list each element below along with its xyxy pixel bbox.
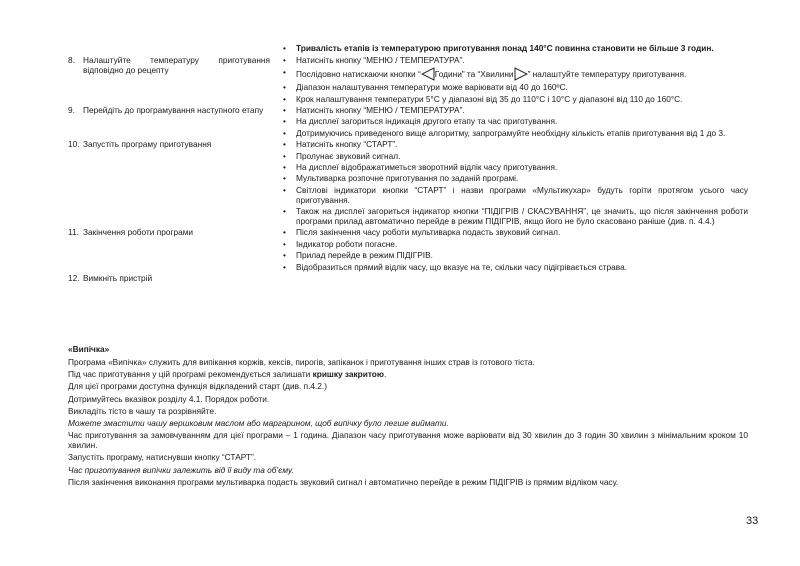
paragraph-bold-text: кришку закритою [312, 369, 384, 380]
paragraph-text: Можете змастити чашу вершковим маслом або маргарином, щоб випічку було легше виймати. [68, 417, 449, 428]
paragraph-text: Запустіть програму, натиснувши кнопку “СТАРТ”. [68, 452, 257, 463]
step-text: Перейдіть до програмування наступного етапу [83, 104, 264, 115]
step-bullets [283, 55, 748, 105]
step-row [68, 55, 748, 105]
bullet-text: Світлові індикатори кнопки “СТАРТ” і назви програми «Мультикухар» будуть горіти протягом усього часу приготування. [296, 184, 748, 205]
step-number: 10. [68, 139, 80, 150]
bullet-text: Тривалість етапів із температурою приготування понад 140°С повинна становити не більше 3 годин. [296, 43, 714, 53]
bullet-item [283, 173, 748, 183]
bullet-text: Крок налаштування температури 5°С у діапазоні від 35 до 110°С і 10°С у діапазоні від 110 до 160°С. [296, 93, 683, 104]
step-row [68, 227, 748, 273]
paragraph-text: Дотримуйтесь вказівок розділу 4.1. Порядок роботи. [68, 393, 270, 404]
paragraph-text: Викладіть тісто в чашу та розрівняйте. [68, 405, 217, 416]
step-number: 12. [68, 273, 80, 284]
paragraph-text: Програма «Випічка» служить для випікання коржів, кексів, пирогів, запіканок і приготування інших страв із готового тіста. [68, 357, 535, 367]
step-row [68, 43, 748, 54]
section-paragraph [68, 381, 748, 391]
bullet-item [283, 105, 748, 115]
paragraph-text: Після закінчення виконання програми мультиварка подасть звуковий сигнал і автоматично перейде в режим ПІДІГРІВ із прямим відліком часу. [68, 476, 619, 487]
step-text: Закінчення роботи програми [83, 227, 194, 238]
bullet-item [283, 94, 748, 104]
step-bullets [283, 273, 748, 283]
step-bullets [283, 105, 748, 139]
bullet-item [283, 116, 748, 126]
bullet-item [283, 162, 748, 172]
section-paragraph [68, 477, 748, 487]
step-bullets [283, 227, 748, 273]
bullet-item [283, 82, 748, 92]
bullet-text: Пролунає звуковий сигнал. [296, 150, 401, 161]
bullet-text-mid: Години” та “Хвилини [434, 68, 514, 79]
step-cell [68, 227, 270, 273]
bullet-item [283, 262, 748, 272]
bullet-text: Індикатор роботи погасне. [296, 238, 398, 249]
bullet-item [283, 151, 748, 161]
bullet-text: Натисніть кнопку “СТАРТ”. [296, 139, 398, 150]
section-title: «Випічка» [68, 344, 110, 354]
page-number: 33 [746, 515, 759, 527]
bullet-text: Відобразиться прямий відлік часу, що вказує на те, скільки часу підігрівається страва. [296, 261, 628, 272]
step-row [68, 105, 748, 139]
step-text [83, 43, 270, 54]
triangle-right-icon [514, 67, 528, 81]
bullet-item [283, 43, 748, 53]
section-paragraph [68, 357, 748, 367]
section-paragraph [68, 452, 748, 462]
step-bullets [283, 43, 748, 54]
bullet-item [283, 227, 748, 237]
paragraph-text-pre: Під час приготування у цій програмі рекомендується залишати [68, 369, 313, 380]
step-number: 8. [68, 55, 75, 66]
paragraph-text: Час приготування випічки залежить від її виду та об’єму. [68, 464, 294, 475]
step-row [68, 273, 748, 283]
triangle-left-icon [421, 67, 435, 81]
bullet-text: Також на дисплеї загориться індикатор кнопки “ПІДІГРІВ / СКАСУВАННЯ”, це значить, що після закінчення роботи програми прилад автоматично перейде в режим ПІДІГРІВ, якщо його не було скасовано раніше (див. п. 4.4.) [296, 206, 748, 227]
bullet-text: Прилад перейде в режим ПІДІГРІВ. [296, 250, 433, 261]
step-cell [68, 139, 270, 227]
bullet-item [283, 206, 748, 226]
bullet-item [283, 55, 748, 65]
section-paragraph [68, 406, 748, 416]
bullet-text: На дисплеї відображатиметься зворотний відлік часу приготування. [296, 161, 558, 172]
paragraph-text: Час приготування за замовчуванням для цієї програми – 1 година. Діапазон часу приготування може варіювати від 30 хвилин до 3 годин 30 хвилин з мінімальним кроком 10 хвилин. [68, 430, 748, 451]
bullet-text-pre: Послідовно натискаючи кнопки “ [296, 68, 421, 79]
paragraph-text-post: . [383, 369, 387, 380]
bullet-item [283, 250, 748, 260]
bullet-item [283, 239, 748, 249]
bullet-item [283, 128, 748, 138]
step-number: 11. [68, 227, 79, 238]
bullet-item [283, 139, 748, 149]
step-number: 9. [68, 104, 75, 115]
bullet-text: Діапазон налаштування температури може варіювати від 40 до 160ºС. [296, 82, 568, 93]
section-paragraph [68, 394, 748, 404]
section-paragraph [68, 465, 748, 475]
step-row [68, 139, 748, 227]
bullet-text: На дисплеї загориться індикація другого етапу та час приготування. [296, 116, 558, 127]
paragraph-text: Для цієї програми доступна функція відкладений старт (див. п.4.2.) [68, 381, 327, 392]
step-cell [68, 105, 270, 139]
bullet-text: Дотримуючись приведеного вище алгоритму, запрограмуйте необхідну кількість етапів приготування від 1 до 3. [296, 127, 726, 138]
step-cell [68, 273, 270, 283]
step-number [68, 43, 83, 54]
bullet-item [283, 185, 748, 205]
steps-table [68, 43, 748, 283]
bullet-text-post: ” налаштуйте температуру приготування. [527, 68, 687, 79]
step-cell [68, 43, 270, 54]
bullet-text: Після закінчення часу роботи мультиварка подасть звуковий сигнал. [296, 227, 561, 238]
step-text: Налаштуйте температуру приготування відповідно до рецепту [83, 55, 270, 76]
step-bullets [283, 139, 748, 227]
bullet-text: Мультиварка розпочне приготування по заданій програмі. [296, 173, 519, 184]
step-text: Запустіть програму приготування [83, 139, 212, 150]
baking-section [68, 344, 748, 489]
bullet-text: Натисніть кнопку “МЕНЮ / ТЕМПЕРАТУРА”. [296, 104, 465, 115]
section-paragraph [68, 369, 748, 379]
step-cell [68, 55, 270, 105]
bullet-item [283, 67, 748, 81]
bullet-text: Натисніть кнопку “МЕНЮ / ТЕМПЕРАТУРА”. [296, 55, 465, 66]
section-paragraph [68, 418, 748, 428]
section-paragraph [68, 430, 748, 450]
step-text: Вимкніть пристрій [83, 273, 153, 284]
